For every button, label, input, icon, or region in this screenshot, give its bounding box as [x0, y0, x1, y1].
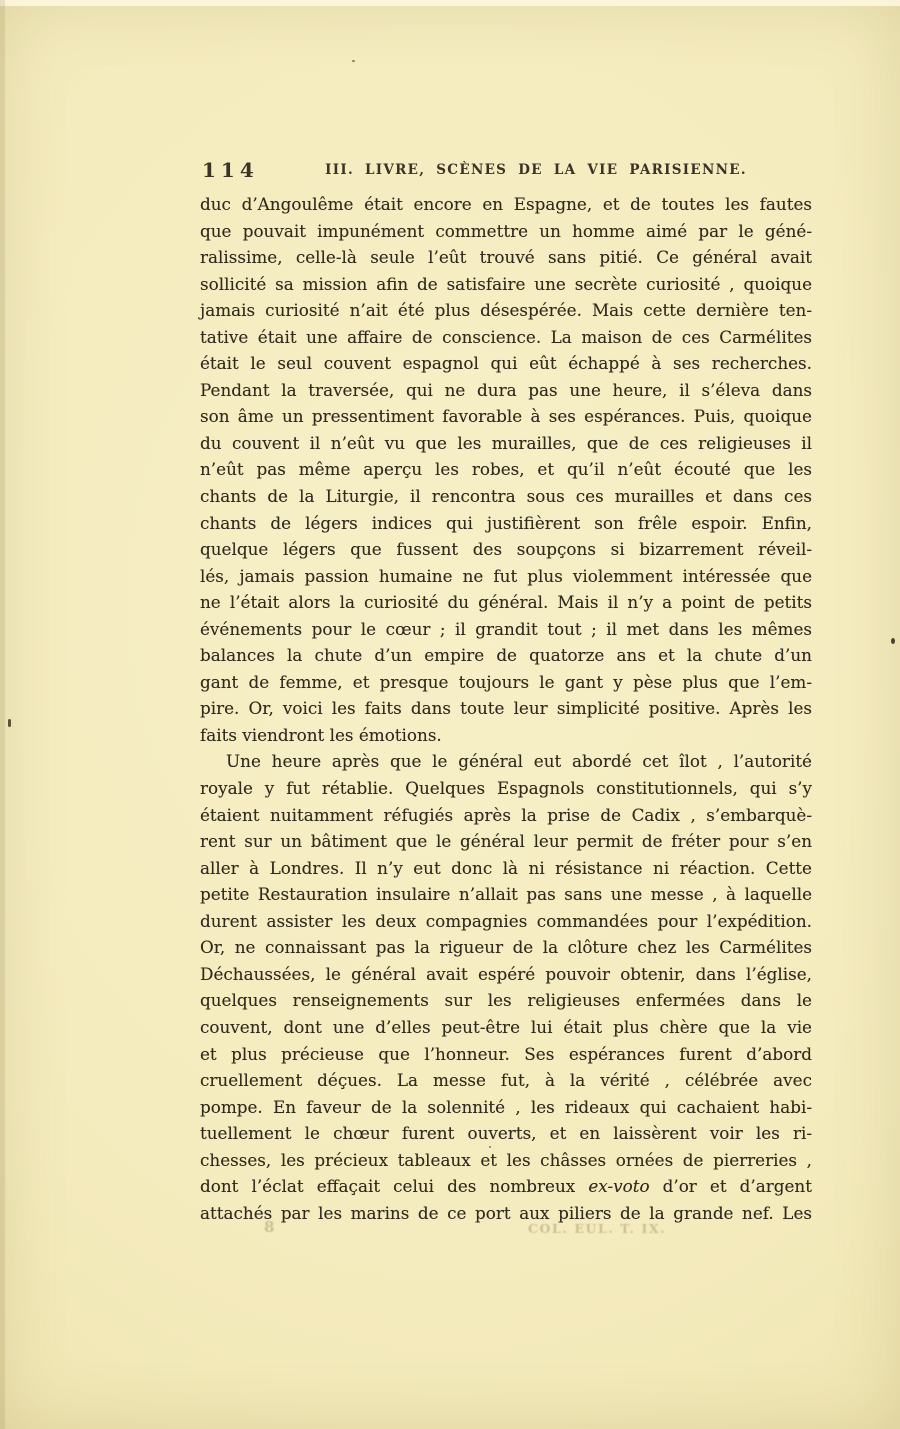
text-line: balances la chute d’un empire de quatorze ans et la chute d’un	[200, 645, 812, 666]
text-line: pire. Or, voici les faits dans toute leur simplicité positive. Après les	[200, 698, 812, 719]
text-line: son âme un pressentiment favorable à ses espérances. Puis, quoique	[200, 406, 812, 427]
text-line: du couvent il n’eût vu que les murailles, que de ces religieuses il	[200, 432, 812, 453]
text-block	[200, 191, 812, 1226]
paragraph-1	[200, 191, 812, 748]
text-segment: d’or et d’argent	[649, 1176, 812, 1197]
text-line: quelque légers que fussent des soupçons si bizarrement réveil-	[200, 539, 812, 560]
text-line: ralissime, celle-là seule l’eût trouvé sans pitié. Ce général avait	[200, 247, 812, 268]
text-line: était le seul couvent espagnol qui eût échappé à ses recherches.	[200, 353, 812, 374]
scan-left-edge	[0, 0, 5, 1429]
text-line: sollicité sa mission afin de satisfaire une secrète curiosité , quoique	[200, 273, 812, 294]
page-number: 114	[202, 158, 259, 182]
text-line: gant de femme, et presque toujours le gant y pèse plus que l’em-	[200, 671, 812, 692]
page-header	[200, 158, 812, 184]
text-line: Déchaussées, le général avait espéré pouvoir obtenir, dans l’église,	[200, 963, 812, 984]
text-line: tative était une affaire de conscience. La maison de ces Carmélites	[200, 326, 812, 347]
text-line: Pendant la traversée, qui ne dura pas une heure, il s’éleva dans	[200, 379, 812, 400]
text-line: chesses, les précieux tableaux et les châsses ornées de pierreries ,	[200, 1149, 812, 1170]
text-line: royale y fut rétablie. Quelques Espagnols constitutionnels, qui s’y	[200, 778, 812, 799]
text-line: étaient nuitamment réfugiés après la prise de Cadix , s’embarquè-	[200, 804, 812, 825]
text-segment: dont l’éclat effaçait celui des nombreux	[200, 1176, 589, 1197]
text-line: petite Restauration insulaire n’allait pas sans une messe , à laquelle	[200, 884, 812, 905]
text-line: durent assister les deux compagnies commandées pour l’expédition.	[200, 910, 812, 931]
running-header: III. LIVRE, SCÈNES DE LA VIE PARISIENNE.	[325, 162, 747, 178]
text-line: chants de la Liturgie, il rencontra sous ces murailles et dans ces	[200, 486, 812, 507]
italic-term: ex-voto	[588, 1176, 650, 1197]
text-line: cruellement déçues. La messe fut, à la vérité , célébrée avec	[200, 1070, 812, 1091]
paragraph-2	[200, 748, 812, 1226]
text-line: et plus précieuse que l’honneur. Ses espérances furent d’abord	[200, 1043, 812, 1064]
text-line: ne l’était alors la curiosité du général. Mais il n’y a point de petits	[200, 592, 812, 613]
text-line: couvent, dont une d’elles peut-être lui était plus chère que la vie	[200, 1016, 812, 1037]
text-line: n’eût pas même aperçu les robes, et qu’il n’eût écouté que les	[200, 459, 812, 480]
text-line: tuellement le chœur furent ouverts, et en laissèrent voir les ri-	[200, 1123, 812, 1144]
scan-speck	[891, 638, 895, 644]
text-line: que pouvait impunément commettre un homme aimé par le géné-	[200, 220, 812, 241]
text-line: faits viendront les émotions.	[200, 724, 442, 745]
text-line: jamais curiosité n’ait été plus désespérée. Mais cette dernière ten-	[200, 300, 812, 321]
text-line: aller à Londres. Il n’y eut donc là ni résistance ni réaction. Cette	[200, 857, 812, 878]
scan-top-edge	[0, 0, 900, 6]
bleedthrough-imprint: COL. EUL. T. IX.	[528, 1221, 667, 1236]
text-line: quelques renseignements sur les religieuses enfermées dans le	[200, 990, 812, 1011]
scan-speck	[352, 60, 355, 62]
text-line: rent sur un bâtiment que le général leur permit de fréter pour s’en	[200, 831, 812, 852]
text-line: attachés par les marins de ce port aux piliers de la grande nef. Les	[200, 1202, 812, 1223]
text-line: Une heure après que le général eut abordé cet îlot , l’autorité	[226, 751, 812, 772]
text-line: Or, ne connaissant pas la rigueur de la clôture chez les Carmélites	[200, 937, 812, 958]
text-line: lés, jamais passion humaine ne fut plus violemment intéressée que	[200, 565, 812, 586]
text-line: événements pour le cœur ; il grandit tout ; il met dans les mêmes	[200, 618, 812, 639]
text-line: pompe. En faveur de la solennité , les rideaux qui cachaient habi-	[200, 1096, 812, 1117]
scan-speck	[8, 719, 11, 727]
text-line: duc d’Angoulême était encore en Espagne, et de toutes les fautes	[200, 194, 812, 214]
scan-speck	[489, 1146, 491, 1148]
bleedthrough-signature-number: 8	[264, 1218, 275, 1236]
text-line-with-italic	[200, 1173, 812, 1200]
text-line: chants de légers indices qui justifièrent son frêle espoir. Enfin,	[200, 512, 812, 533]
